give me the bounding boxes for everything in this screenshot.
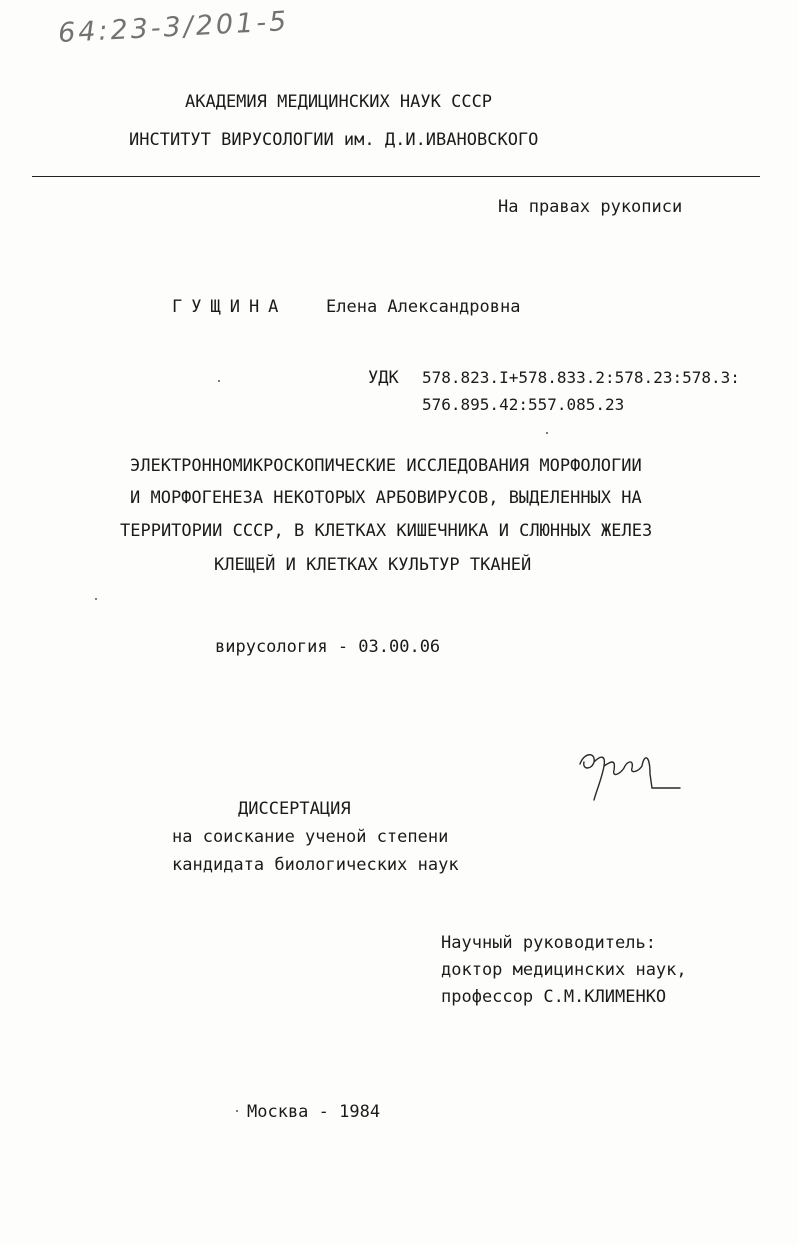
title-line-3: ТЕРРИТОРИИ СССР, В КЛЕТКАХ КИШЕЧНИКА И СЛЮННЫХ ЖЕЛЕЗ	[120, 521, 653, 541]
supervisor-degree: доктор медицинских наук,	[441, 960, 687, 980]
header-divider	[32, 176, 760, 177]
dissertation-degree-line-2: кандидата биологических наук	[172, 855, 459, 875]
udk-label: УДК	[368, 368, 399, 388]
city-year: Москва - 1984	[247, 1102, 381, 1122]
header-academy: АКАДЕМИЯ МЕДИЦИНСКИХ НАУК СССР	[185, 92, 493, 112]
handwritten-signature	[570, 744, 690, 804]
header-institute: ИНСТИТУТ ВИРУСОЛОГИИ им. Д.И.ИВАНОВСКОГО	[129, 130, 539, 150]
dissertation-degree-line-1: на соискание ученой степени	[172, 827, 449, 847]
author-surname: ГУЩИНА	[172, 297, 288, 317]
supervisor-name: профессор С.М.КЛИМЕНКО	[441, 987, 667, 1007]
paper-speck	[236, 1110, 238, 1112]
title-line-4: КЛЕЩЕЙ И КЛЕТКАХ КУЛЬТУР ТКАНЕЙ	[214, 555, 532, 575]
author-given-name: Елена Александровна	[326, 297, 521, 317]
udk-code-line-2: 576.895.42:557.085.23	[422, 395, 625, 414]
dissertation-heading: ДИССЕРТАЦИЯ	[238, 799, 351, 819]
paper-speck	[546, 432, 548, 434]
specialty-code: вирусология - 03.00.06	[215, 637, 441, 657]
paper-speck	[218, 380, 220, 382]
supervisor-label: Научный руководитель:	[441, 933, 656, 953]
archive-handwritten-mark: 64:23-3/201-5	[57, 5, 290, 50]
title-line-2: И МОРФОГЕНЕЗА НЕКОТОРЫХ АРБОВИРУСОВ, ВЫДЕЛЕННЫХ НА	[130, 488, 642, 508]
title-line-1: ЭЛЕКТРОННОМИКРОСКОПИЧЕСКИЕ ИССЛЕДОВАНИЯ МОРФОЛОГИИ	[130, 456, 642, 476]
paper-speck	[95, 598, 97, 600]
udk-code-line-1: 578.823.I+578.833.2:578.23:578.3:	[422, 368, 740, 387]
rights-notice: На правах рукописи	[498, 197, 683, 217]
